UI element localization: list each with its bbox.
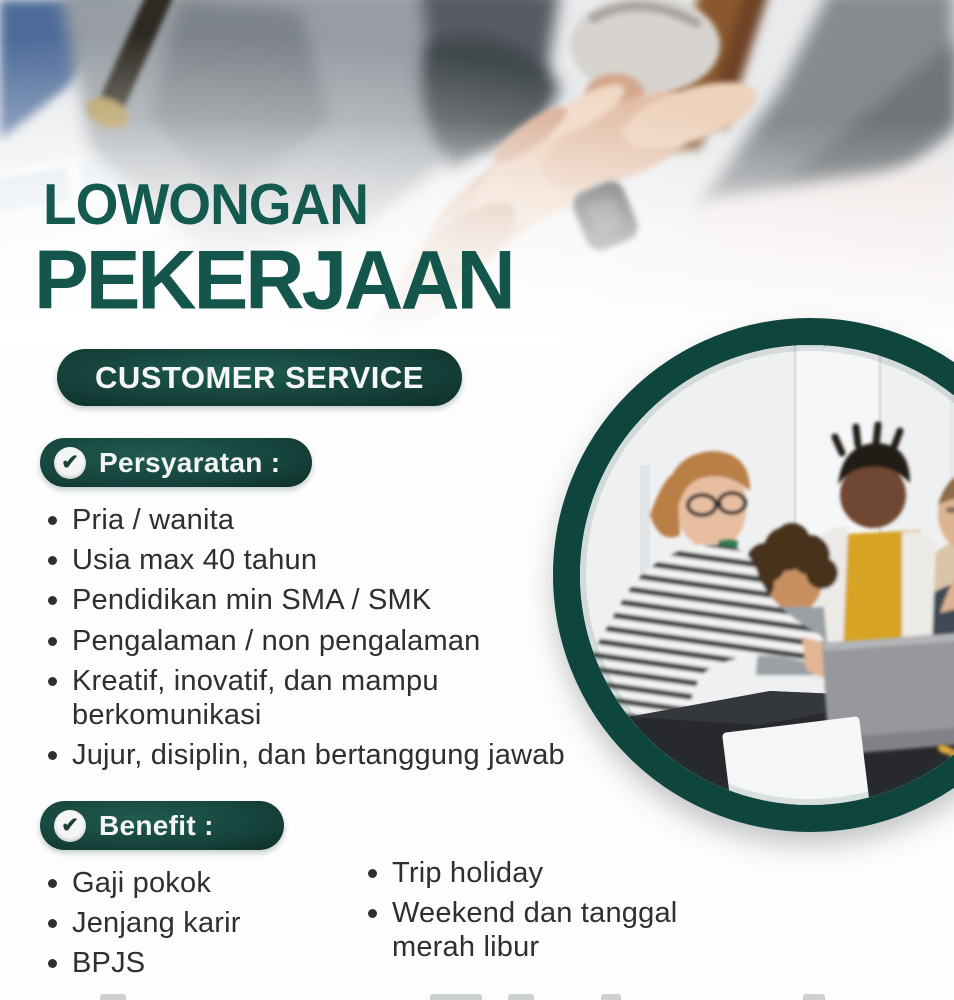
cutoff-footer-shape [601,994,621,1000]
list-item: Pria / wanita [40,503,580,537]
list-item: Weekend dan tanggal merah libur [360,896,710,964]
cutoff-footer-shape [100,994,126,1000]
list-item: Pengalaman / non pengalaman [40,624,580,658]
cutoff-footer-shape [508,994,534,1000]
requirements-heading: Persyaratan : [99,446,281,478]
list-item: Jujur, disiplin, dan bertanggung jawab [40,738,580,772]
role-badge-label: CUSTOMER SERVICE [95,359,424,395]
list-item: Jenjang karir [40,906,340,940]
list-item: Pendidikan min SMA / SMK [40,583,580,617]
list-item: Usia max 40 tahun [40,543,580,577]
cutoff-footer-shape [430,994,482,1000]
benefits-heading-pill [40,801,284,850]
benefits-list-right [360,856,710,971]
benefits-heading: Benefit : [99,809,214,841]
title-line-1: LOWONGAN [43,171,369,237]
circle-photo-illustration [580,345,954,805]
title-line-2: PEKERJAAN [34,233,513,327]
list-item: Trip holiday [360,856,710,890]
list-item: Gaji pokok [40,866,340,900]
list-item: Kreatif, inovatif, dan mampu berkomunikasi [40,664,580,732]
role-badge [57,349,462,406]
benefits-list-left [40,866,340,987]
circle-photo-team-laptop [553,318,954,832]
cutoff-footer-shape [803,994,825,1000]
poster-title [34,171,513,327]
check-badge-icon: ✔ [54,447,86,479]
list-item: BPJS [40,946,340,980]
requirements-heading-pill [40,438,312,487]
check-badge-icon: ✔ [54,810,86,842]
requirements-list [40,503,580,779]
